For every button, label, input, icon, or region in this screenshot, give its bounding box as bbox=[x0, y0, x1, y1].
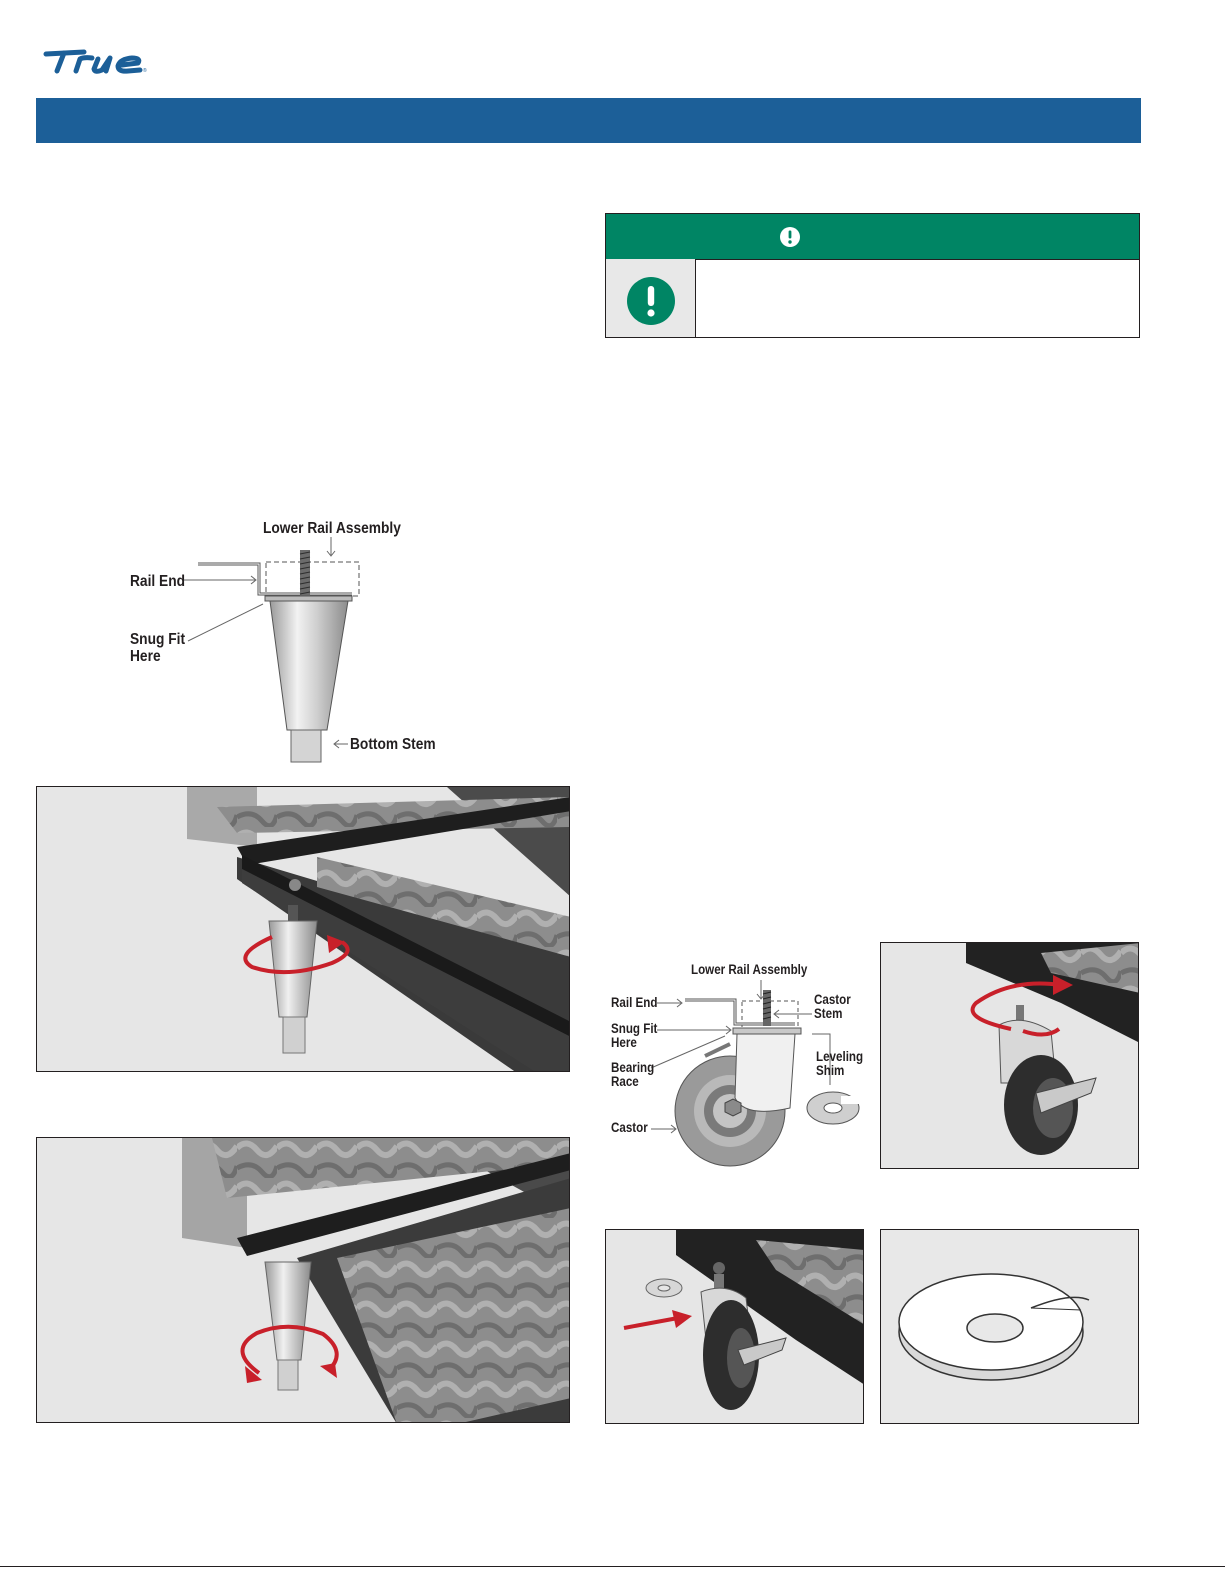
castor-diagram bbox=[605, 958, 870, 1173]
shim-closeup-figure bbox=[880, 1229, 1139, 1424]
right-arrow-icon bbox=[672, 1310, 692, 1328]
lower-rail-assembly-label: Lower Rail Assembly bbox=[691, 962, 808, 977]
leveling-shim-label-line2: Shim bbox=[816, 1063, 845, 1078]
notice-header bbox=[606, 214, 1139, 260]
rail-end-label: Rail End bbox=[130, 573, 186, 590]
shim-insert-figure bbox=[605, 1229, 864, 1424]
notice-box bbox=[605, 213, 1140, 338]
snug-fit-label-line2: Here bbox=[611, 1035, 637, 1050]
snug-fit-label: Snug Fit bbox=[611, 1021, 658, 1036]
bearing-race-label: Bearing bbox=[611, 1060, 655, 1075]
leveling-shim-icon bbox=[807, 1092, 861, 1124]
notice-icon-cell bbox=[606, 259, 696, 337]
svg-text:®: ® bbox=[143, 68, 147, 74]
leg-diagram bbox=[120, 510, 450, 775]
snug-fit-label: Snug Fit bbox=[130, 631, 186, 648]
castor-stem-label: Castor bbox=[814, 992, 851, 1007]
bearing-race-label-line2: Race bbox=[611, 1074, 639, 1089]
leg-install-figure bbox=[36, 786, 570, 1072]
castor-install-figure bbox=[880, 942, 1139, 1169]
leg-adjust-figure bbox=[36, 1137, 570, 1423]
true-logo bbox=[40, 44, 160, 78]
rail-end-label: Rail End bbox=[611, 995, 658, 1010]
lower-rail-assembly-label: Lower Rail Assembly bbox=[263, 520, 401, 537]
exclamation-circle-icon bbox=[779, 226, 801, 248]
leveling-shim-icon bbox=[881, 1230, 1139, 1424]
footer-rule bbox=[0, 1566, 1225, 1567]
snug-fit-label-line2: Here bbox=[130, 648, 161, 665]
bottom-stem-label: Bottom Stem bbox=[350, 736, 436, 753]
castor-label: Castor bbox=[611, 1120, 648, 1135]
castor-stem-label-line2: Stem bbox=[814, 1006, 843, 1021]
leveling-shim-label: Leveling bbox=[816, 1049, 864, 1064]
title-banner bbox=[36, 98, 1141, 143]
exclamation-circle-icon bbox=[626, 276, 676, 326]
